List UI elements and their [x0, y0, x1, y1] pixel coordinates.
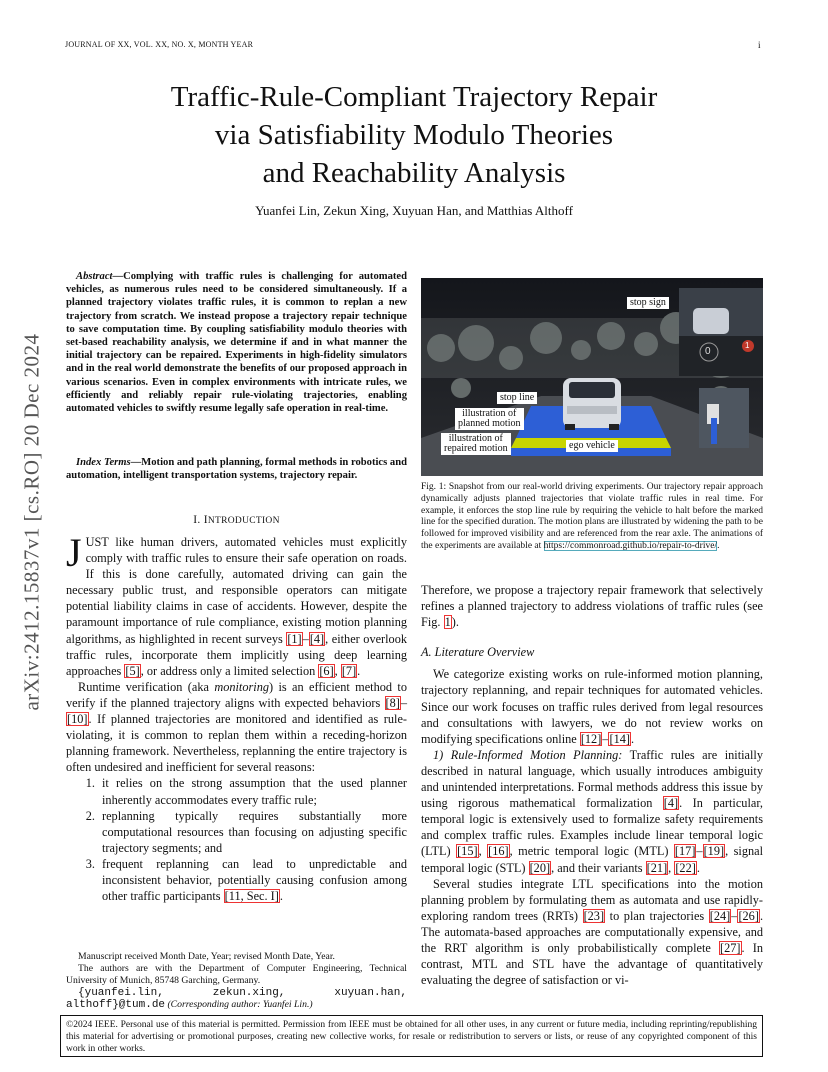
body-text: . [696, 860, 700, 875]
citation-dash: – [731, 908, 738, 923]
body-text: . The automata-based approaches are computationally expensive, and the RRT algorithm is only probabilistically complete [421, 908, 764, 955]
right-paragraph-3 [421, 747, 763, 876]
body-text: , and their variants [551, 860, 646, 875]
citation-link[interactable]: [22] [675, 860, 696, 875]
citation-link[interactable]: [16] [488, 844, 509, 859]
citation-separator: , [668, 860, 675, 875]
paper-title [60, 78, 768, 192]
citation-separator: , [478, 844, 488, 859]
subsection-heading-literature: A. Literature Overview [421, 645, 535, 660]
label-line: illustration of [462, 408, 517, 419]
list-item: 2. replanning typically requires substantially more computational resources than focusing on adjusting specific trajectory segments; and [98, 808, 407, 856]
drop-cap: J [66, 530, 82, 575]
label-stop-sign: stop sign [627, 297, 669, 309]
figure-1-caption [421, 482, 763, 553]
body-text: Several studies integrate LTL specifications into the motion planning problem by formulating them as automata and use rapidly-exploring random trees (RRTs) [421, 876, 763, 923]
citation-link[interactable]: [26] [738, 908, 759, 923]
author-list: Yuanfei Lin, Zekun Xing, Xuyuan Han, and Matthias Althoff [255, 203, 573, 218]
corresponding-author: (Corresponding author: Yuanfei Lin.) [167, 999, 313, 1010]
citation-link[interactable]: [23] [583, 908, 605, 923]
citation-link[interactable]: [5] [125, 663, 140, 678]
camera-vehicle-icon [693, 308, 729, 334]
index-terms-label: Index Terms [76, 457, 131, 468]
paragraph-heading: 1) Rule-Informed Motion Planning: [433, 747, 623, 762]
title-line-3: and Reachability Analysis [262, 157, 566, 189]
section-heading-introduction: I. INTRODUCTION [193, 514, 280, 526]
intro-paragraph-2 [66, 679, 407, 776]
caption-end: . [717, 540, 720, 551]
citation-link[interactable]: [6] [319, 663, 334, 678]
journal-header: JOURNAL OF XX, VOL. XX, NO. X, MONTH YEAR [65, 40, 254, 49]
intro-paragraph-1 [66, 530, 408, 679]
label-line: planned motion [458, 418, 521, 429]
figure-reference-link[interactable]: 1 [444, 615, 451, 630]
list-item: 1. it relies on the strong assumption that the used planner inherently accommodates every traffic rule; [98, 775, 407, 807]
animations-url-link[interactable]: https://commonroad.github.io/repair-to-drive/ [543, 540, 718, 551]
intro-text: . If planned trajectories are monitored and identified as rule-violating, it is common to replan them within a receding-horizon planning framework. Nevertheless, replanning the entire trajectory is often undesired and inefficient for several reasons: [66, 712, 407, 775]
body-text: , metric temporal logic (MTL) [509, 844, 674, 859]
citation-dash: – [696, 844, 703, 859]
citation-link[interactable]: [19] [703, 844, 725, 859]
body-text: Traffic rules are initially described in natural language, which usually introduces ambiguity and unintended interpretations. Formal methods address this issue by using rigorous mathematical formalization [421, 747, 763, 811]
label-line: repaired motion [444, 443, 508, 454]
citation-link[interactable]: [4] [309, 631, 325, 646]
citation-separator: , [334, 663, 341, 678]
reasons-list [66, 775, 407, 904]
body-text: ). [451, 615, 459, 630]
citation-link[interactable]: [24] [709, 908, 731, 923]
citation-link[interactable]: [21] [646, 860, 668, 875]
citation-link[interactable]: [10] [67, 712, 88, 727]
citation-dash: – [302, 631, 309, 646]
ego-vehicle-icon [563, 378, 621, 430]
index-terms [66, 456, 407, 482]
intro-text: ) is an efficient method to verify if the planned trajectory aligns with expected behaviors [66, 679, 407, 710]
introduction-body [66, 530, 408, 904]
copyright-notice: ©2024 IEEE. Personal use of this material is permitted. Permission from IEEE must be obtained for all other uses, in any current or future media, including reprinting/republishing this material for advertising or promotional purposes, creating new collective works, for resale or redistribution to servers or lists, or reuse of any copyrighted component of this work in other works. [60, 1015, 763, 1057]
citation-link[interactable]: [1] [287, 631, 302, 646]
intro-text: , or address only a limited selection [140, 663, 319, 678]
body-text: We categorize existing works on rule-informed motion planning, trajectory replanning, and repair techniques for automated vehicles. Since our work focuses on traffic rules derived from legal resources and consultations with lawyers, we do not review works on modifying specifications online [421, 667, 763, 746]
citation-link[interactable]: [27] [720, 940, 741, 955]
label-line: illustration of [448, 433, 503, 444]
right-paragraph-2 [421, 666, 763, 746]
body-text: to plan trajectories [605, 908, 709, 923]
body-text: . In particular, temporal logic is extensively used to formalize safety requirements and complex traffic rules. Examples include linear temporal logic (LTL) [421, 796, 763, 859]
citation-link[interactable]: [15] [457, 844, 478, 859]
index-terms-text: —Motion and path planning, formal methods in robotics and automation, intelligent transportation systems, trajectory repair. [66, 457, 407, 482]
dashboard-badge: 1 [745, 341, 750, 350]
footnote-line: Manuscript received Month Date, Year; revised Month Date, Year. [78, 951, 335, 962]
body-text: , signal temporal logic (STL) [421, 844, 763, 875]
list-item-text: frequent replanning can lead to unpredictable and inconsistent behavior, potentially causing confusion among other traffic participants [102, 856, 407, 904]
right-paragraph-1 [421, 582, 763, 630]
title-line-1: Traffic-Rule-Compliant Trajectory Repair [170, 81, 658, 113]
intro-text: , either overlook traffic rules, incorporate them implicitly using deep learning approaches [66, 631, 408, 678]
abstract-text: —Complying with traffic rules is challenging for automated vehicles, as numerous rules need to be considered simultaneously. If a planned trajectory violates traffic rules, it is common to replan a new trajectory from scratch. We instead propose a trajectory repair technique to save computation time. By coupling satisfiability modulo theories with set-based reachability analysis, we determine if and in what manner the initial trajectory can be repaired. Experiments in high-fidelity simulators and in the real world demonstrate the benefits of our proposed approach in various scenarios. Even in complex environments with intricate rules, we efficiently and reliably repair rule-violating trajectories, enabling automated vehicles to swiftly resume legally safe operation in real-time. [66, 271, 407, 415]
arxiv-stamp-text: arXiv:2412.15837v1 [cs.RO] 20 Dec 2024 [19, 333, 44, 711]
citation-dash: – [602, 731, 609, 746]
citation-link[interactable]: [8] [385, 695, 400, 710]
arxiv-stamp [19, 287, 44, 757]
label-repaired-motion [441, 433, 511, 455]
label-planned-motion [455, 408, 524, 430]
citation-dash: – [400, 695, 407, 710]
citation-link[interactable]: [7] [341, 663, 357, 678]
label-ego-vehicle: ego vehicle [566, 440, 618, 452]
abstract-label: Abstract [76, 271, 113, 282]
citation-link[interactable]: [4] [663, 796, 679, 811]
topdown-path [711, 418, 717, 444]
list-item-end: . [279, 889, 283, 904]
footnote-line [66, 987, 407, 1011]
citation-link[interactable]: [11, Sec. I] [224, 889, 279, 904]
intro-text: UST like human drivers, automated vehicles must explicitly comply with traffic rules to ensure their safe operation on roads. If this is done carefully, automated driving can gain the necessary public trust, and responsible operators can mitigate potential liability claims in case of accidents. However, despite the paramount importance of rule compliance, existing motion planning algorithms, as highlighted in recent surveys [66, 535, 407, 646]
citation-link[interactable]: [12] [580, 731, 602, 746]
intro-text: Runtime verification (aka [78, 679, 215, 694]
footnote [66, 951, 407, 1011]
citation-link[interactable]: [14] [609, 731, 630, 746]
body-text: . In contrast, MTL and STL have the advantage of quantitatively evaluating the degree of satisfaction or vi- [421, 940, 763, 988]
author-emails: {yuanfei.lin, zekun.xing, xuyuan.han, althoff}@tum.de [66, 987, 407, 1011]
figure-1-image [421, 278, 763, 476]
body-text: . [630, 731, 635, 746]
abstract [66, 270, 407, 415]
body-text: Therefore, we propose a trajectory repair framework that selectively refines a planned trajectory to address violations of traffic rules (see Fig. [421, 583, 763, 630]
dashboard-speed: 0 [705, 346, 711, 357]
topdown-map-inset [699, 388, 749, 448]
list-item [98, 856, 407, 904]
right-column-body [421, 582, 763, 988]
title-line-2: via Satisfiability Modulo Theories [214, 119, 614, 151]
footnote-line: The authors are with the Department of Computer Engineering, Technical University of Munich, 85748 Garching, Germany. [66, 963, 407, 986]
intro-text: . [357, 663, 361, 678]
caption-text: Fig. 1: Snapshot from our real-world driving experiments. Our trajectory repair approach dynamically adjusts planned trajectories that violate traffic rules in real time. For example, it enforces the stop line rule by requiring the vehicle to halt before the marked line for the specified duration. The motion plans are illustrated by widening the path to be followed for improved visibility and are referenced from the rear axle. The animations of the experiments are available at [421, 482, 763, 551]
page-number: i [758, 40, 761, 50]
monitoring-term: monitoring [214, 679, 269, 694]
right-paragraph-4 [421, 876, 763, 989]
citation-link[interactable]: [20] [529, 860, 551, 875]
label-stop-line: stop line [497, 392, 537, 404]
citation-link[interactable]: [17] [674, 844, 696, 859]
